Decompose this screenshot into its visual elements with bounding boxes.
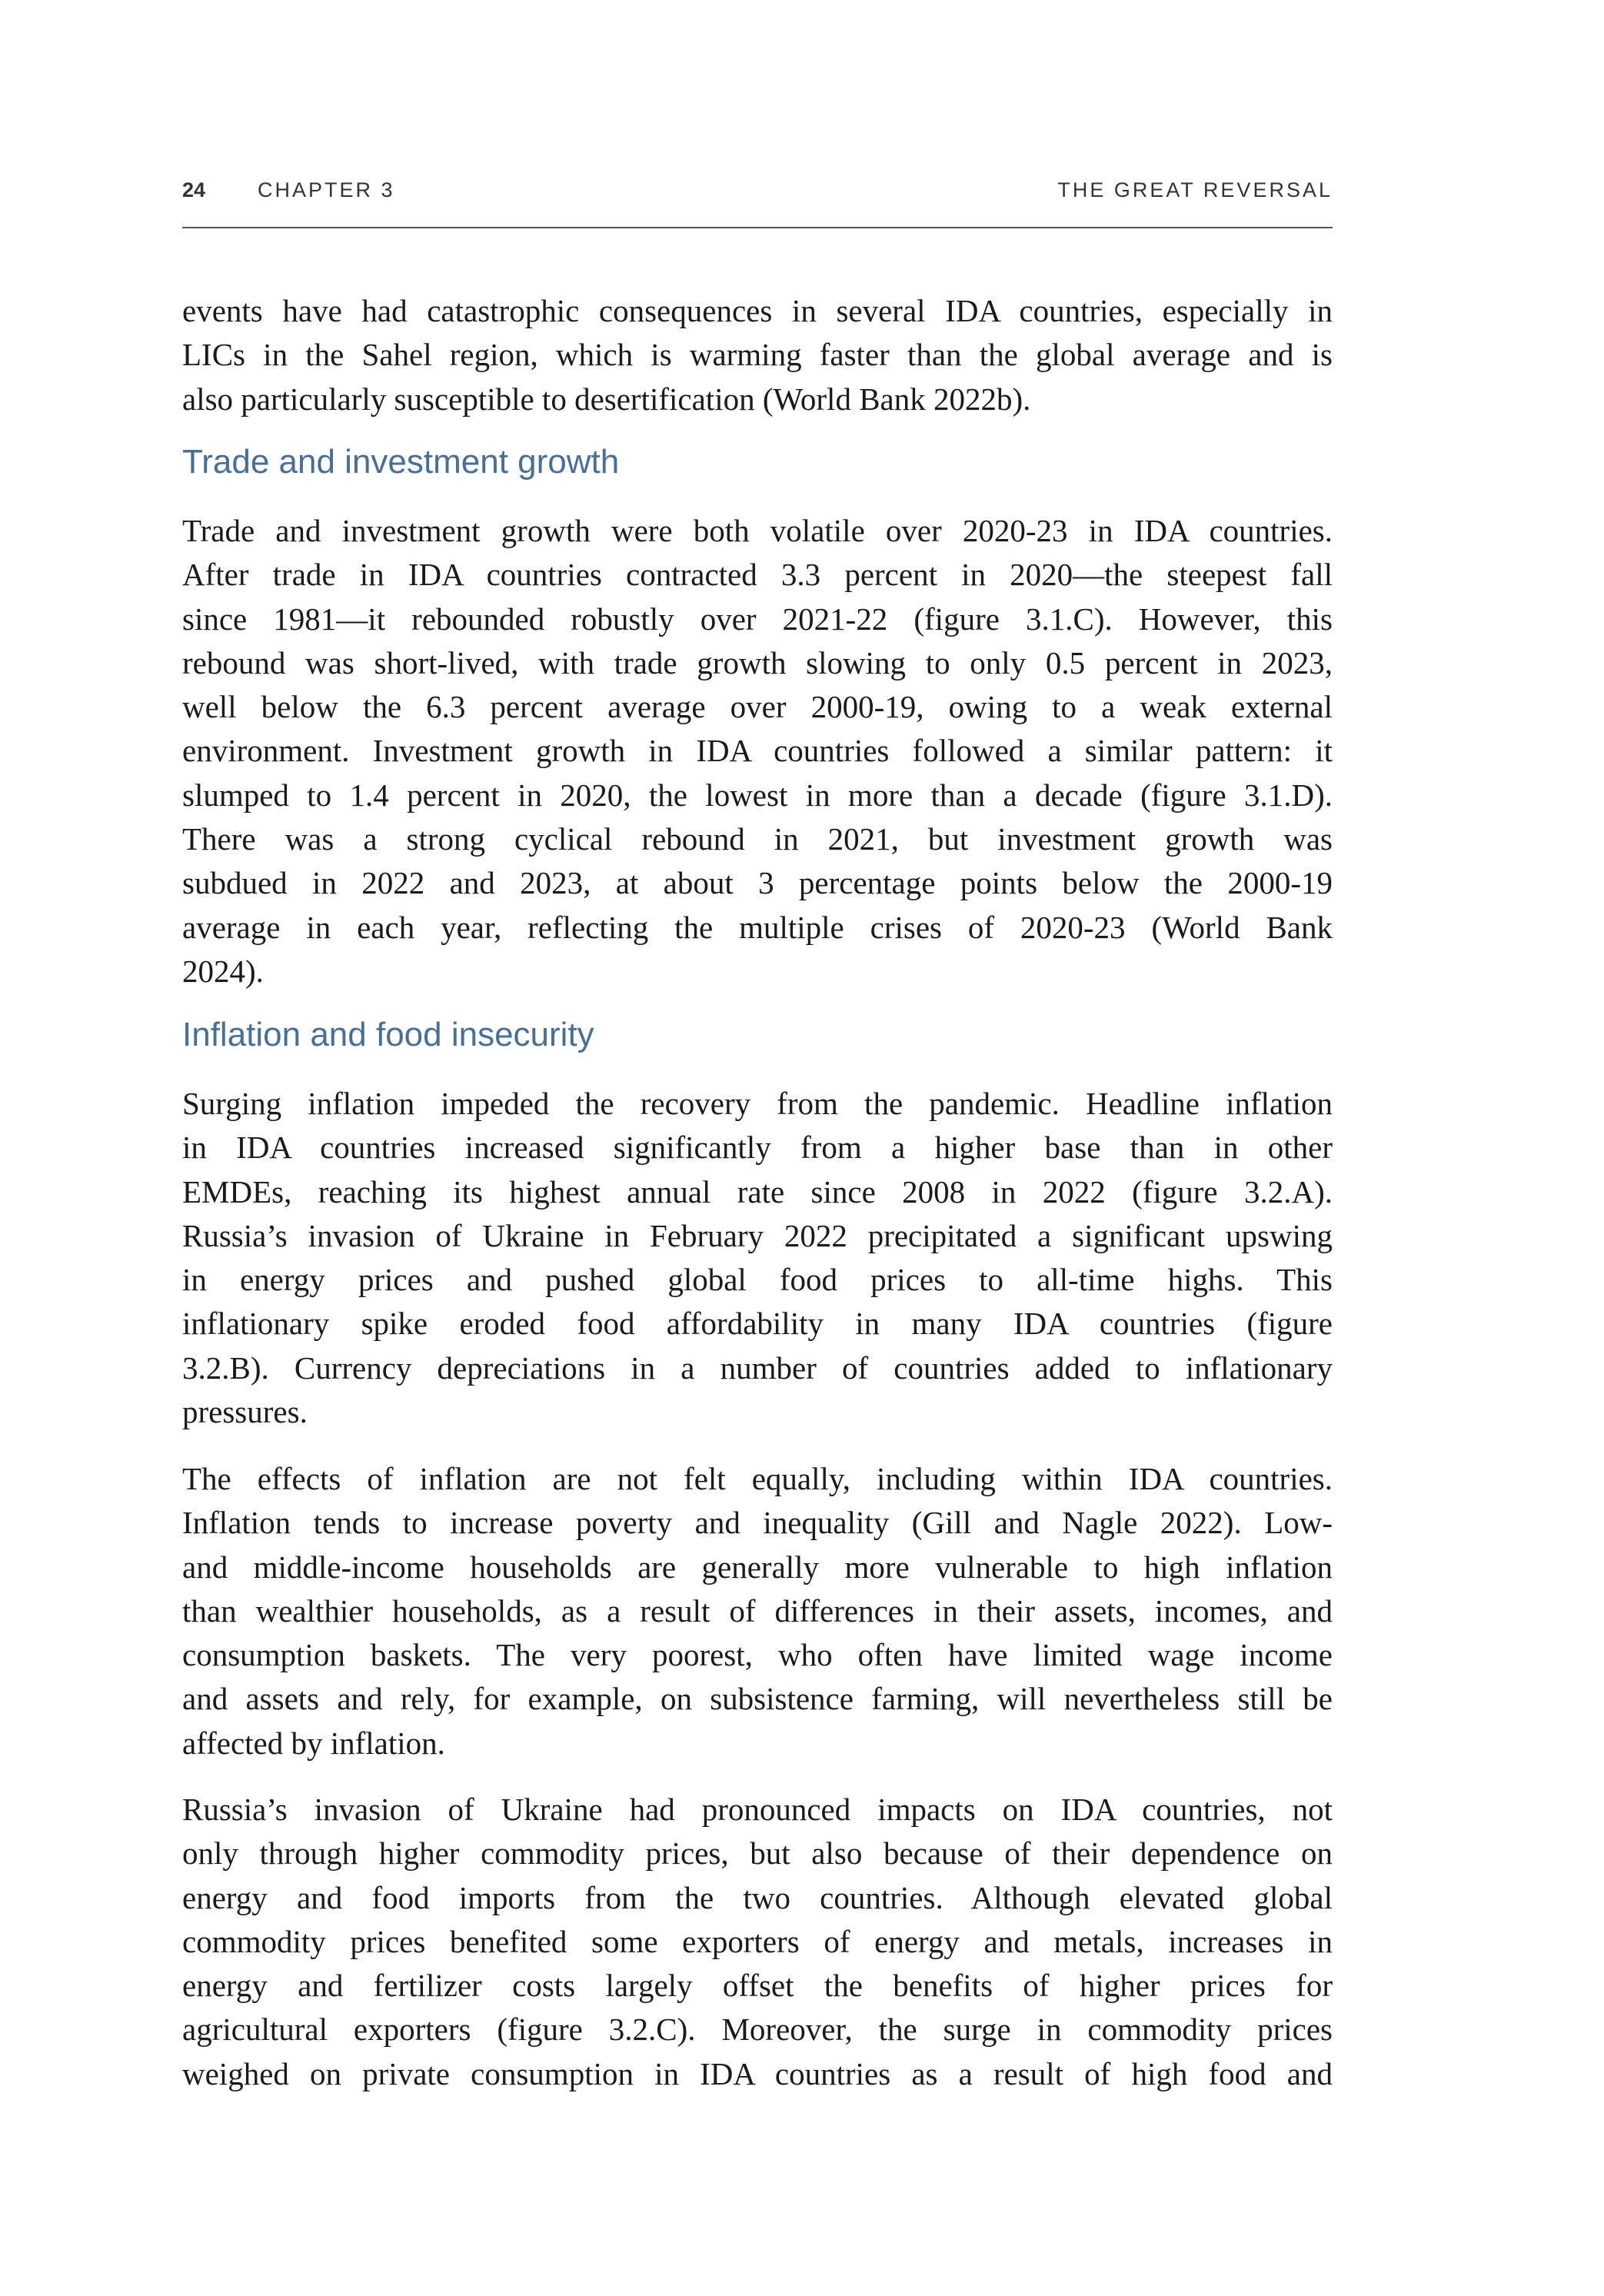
text-line: EMDEs, reaching its highest annual rate since 2008 in 2022 (figure 3.2.A). (182, 1173, 1333, 1210)
text-line: rebound was short-lived, with trade growth slowing to only 0.5 percent in 2023, (182, 644, 1333, 680)
text-line: agricultural exporters (figure 3.2.C). Moreover, the surge in commodity prices (182, 2011, 1333, 2048)
text-line: in IDA countries increased significantly from a higher base than in other (182, 1130, 1333, 1166)
text-line: weighed on private consumption in IDA countries as a result of high food and (182, 2055, 1333, 2091)
text-line: Trade and investment growth were both volatile over 2020-23 in IDA countries. (182, 513, 1333, 548)
paragraph (182, 1457, 1333, 1765)
text-line: The effects of inflation are not felt equally, including within IDA countries. (182, 1461, 1333, 1496)
text-line: also particularly susceptible to desertification (World Bank 2022b). (182, 381, 1031, 417)
paragraph (182, 1082, 1333, 1434)
text-line: Russia’s invasion of Ukraine in February 2022 precipitated a significant upswing (182, 1217, 1333, 1253)
section-heading: Trade and investment growth (182, 443, 620, 481)
page-number: 24 (182, 178, 206, 201)
text-line: 2024). (182, 953, 264, 989)
text-line: consumption baskets. The very poorest, who often have limited wage income (182, 1637, 1333, 1673)
text-line: After trade in IDA countries contracted 3.3 percent in 2020—the steepest fall (182, 557, 1333, 593)
running-title: THE GREAT REVERSAL (1057, 178, 1333, 201)
text-line: Russia’s invasion of Ukraine had pronounced impacts on IDA countries, not (182, 1792, 1333, 1827)
text-line: Surging inflation impeded the recovery from the pandemic. Headline inflation (182, 1086, 1333, 1121)
section-heading: Inflation and food insecurity (182, 1016, 594, 1053)
text-line: LICs in the Sahel region, which is warming faster than the global average and is (182, 337, 1333, 373)
text-line: since 1981—it rebounded robustly over 2021-22 (figure 3.1.C). However, this (182, 601, 1333, 637)
paragraph (182, 289, 1333, 421)
text-line: Inflation tends to increase poverty and inequality (Gill and Nagle 2022). Low- (182, 1505, 1333, 1541)
text-line: only through higher commodity prices, but also because of their dependence on (182, 1835, 1333, 1872)
text-line: subdued in 2022 and 2023, at about 3 percentage points below the 2000-19 (182, 865, 1333, 901)
text-line: events have had catastrophic consequences in several IDA countries, especially in (182, 293, 1333, 328)
text-line: energy and food imports from the two countries. Although elevated global (182, 1879, 1333, 1915)
text-line: inflationary spike eroded food affordability in many IDA countries (figure (182, 1306, 1333, 1342)
paragraph (182, 1788, 1333, 2096)
text-line: affected by inflation. (182, 1725, 445, 1761)
text-line: in energy prices and pushed global food prices to all-time highs. This (182, 1262, 1333, 1298)
text-line: well below the 6.3 percent average over 2000-19, owing to a weak external (182, 689, 1333, 725)
text-line: commodity prices benefited some exporters of energy and metals, increases in (182, 1923, 1333, 1959)
text-line: than wealthier households, as a result of differences in their assets, incomes, and (182, 1592, 1333, 1629)
paragraph (182, 509, 1333, 993)
text-line: environment. Investment growth in IDA countries followed a similar pattern: it (182, 733, 1333, 769)
text-line: energy and fertilizer costs largely offset the benefits of higher prices for (182, 1968, 1333, 2004)
text-line: and assets and rely, for example, on subsistence farming, will nevertheless still be (182, 1681, 1333, 1717)
text-line: pressures. (182, 1394, 308, 1430)
text-line: There was a strong cyclical rebound in 2021, but investment growth was (182, 821, 1333, 857)
chapter-label: CHAPTER 3 (258, 178, 395, 201)
text-line: and middle-income households are generally more vulnerable to high inflation (182, 1549, 1333, 1585)
text-line: slumped to 1.4 percent in 2020, the lowest in more than a decade (figure 3.1.D). (182, 777, 1333, 813)
text-line: 3.2.B). Currency depreciations in a number of countries added to inflationary (182, 1349, 1333, 1386)
text-line: average in each year, reflecting the multiple crises of 2020-23 (World Bank (182, 909, 1333, 945)
header-rule (182, 227, 1333, 228)
